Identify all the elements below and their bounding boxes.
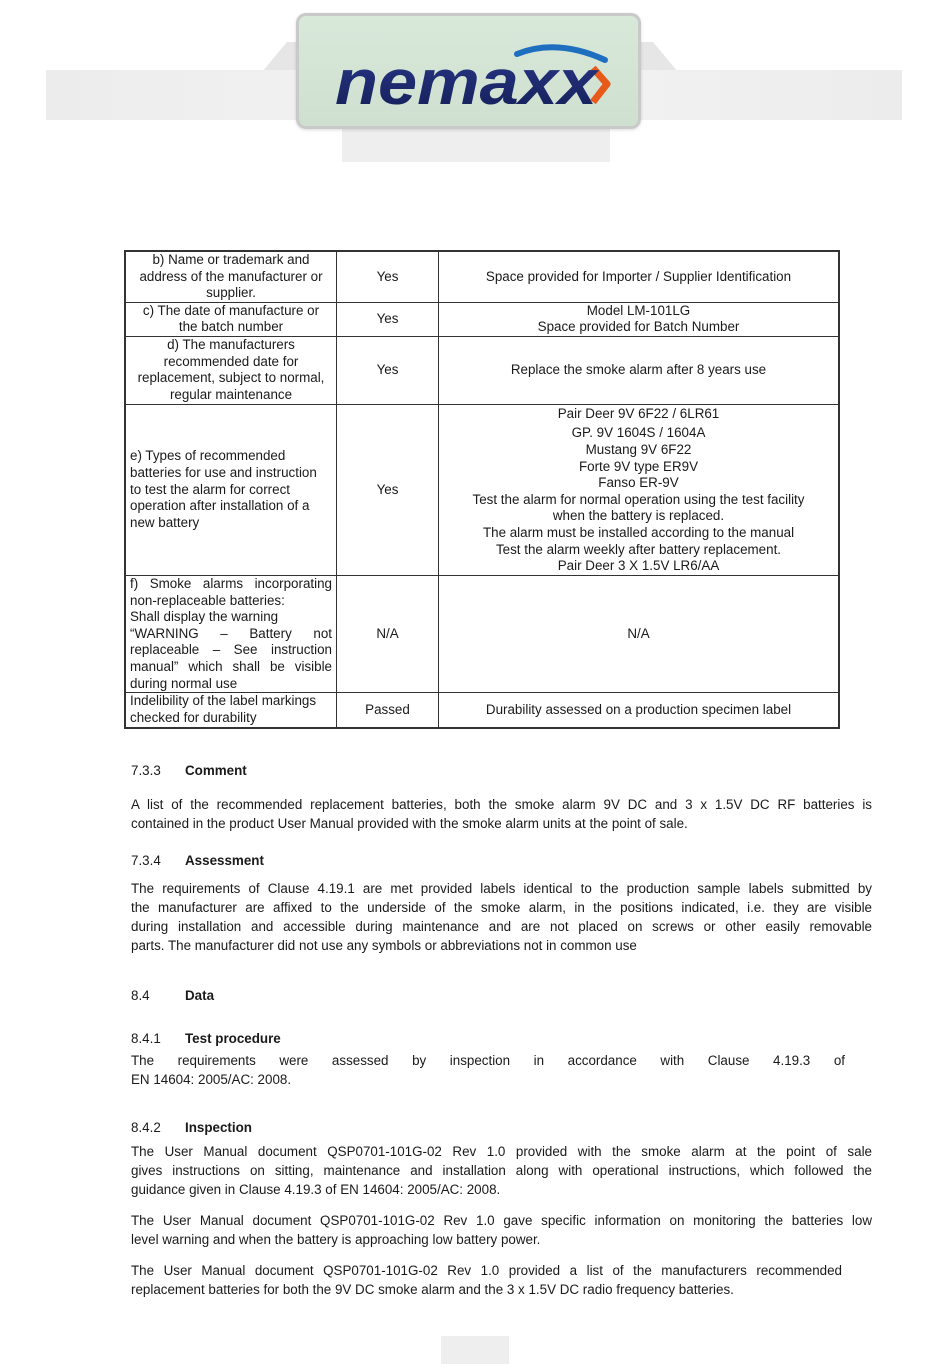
paragraph-line: EN 14604: 2005/AC: 2008. [131,1072,292,1087]
requirement-text: during normal use [130,675,238,691]
requirement-cell [125,336,337,404]
requirement-text: checked for durability [130,709,257,725]
details-text: Pair Deer 9V 6F22 / 6LR61 [557,406,720,422]
paragraph-line: A list of the recommended replacement batteries, both the smoke alarm 9V DC and 3 x 1.5V DC RF batteries is [131,797,872,812]
section-heading-inspection [131,1120,252,1135]
result-cell: N/A [337,575,439,692]
requirement-cell [125,302,337,336]
result-cell: Passed [337,693,439,728]
paragraph-line: guidance given in Clause 4.19.3 of EN 14604: 2005/AC: 2008. [131,1182,501,1197]
details-text: Test the alarm weekly after battery replacement. [495,541,782,557]
details-cell [439,336,840,404]
inspection-paragraph-1 [131,1142,872,1199]
paragraph-line: contained in the product User Manual provided with the smoke alarm units at the point of sale. [131,816,688,831]
details-text: Replace the smoke alarm after 8 years use [510,362,767,378]
section-title: Test procedure [185,1031,281,1046]
details-text: Durability assessed on a production specimen label [485,701,792,717]
details-text: Model LM-101LG [586,302,691,318]
details-text: when the battery is replaced. [552,508,725,524]
logo-text: nemaxx [335,46,600,118]
paragraph-line: The requirements of Clause 4.19.1 are met provided labels identical to the production sample labels submitted by [131,881,872,896]
details-cell [439,302,840,336]
table-row [125,336,839,404]
details-cell [439,404,840,575]
requirement-cell [125,693,337,728]
requirement-text: Indelibility of the label markings [130,693,317,709]
details-text: Space provided for Importer / Supplier Identification [485,268,792,284]
paragraph-line: The User Manual document QSP0701-101G-02 Rev 1.0 gave specific information on monitoring the batteries low [131,1213,872,1228]
table-row [125,693,839,728]
section-number: 7.3.4 [131,853,161,868]
nemaxx-logo-icon [307,24,632,120]
paragraph-line: parts. The manufacturer did not use any symbols or abbreviations not in common use [131,938,637,953]
table-row [125,575,839,692]
requirement-cell [125,404,337,575]
section-heading-assessment [131,853,264,868]
requirement-text: d) The manufacturers [167,337,295,353]
requirement-text: address of the manufacturer or [139,268,323,284]
comment-paragraph [131,795,872,833]
requirement-text: the batch number [178,319,284,335]
details-text: Space provided for Batch Number [537,319,740,335]
table-row [125,404,839,575]
requirement-text: supplier. [206,285,256,301]
paragraph-line: during installation and accessible during maintenance and are not placed on screws or other easily removable [131,919,872,934]
requirement-cell [125,575,337,692]
requirements-table [124,250,840,729]
paragraph-line: The User Manual document QSP0701-101G-02 Rev 1.0 provided with the smoke alarm at the point of sale [131,1144,872,1159]
section-number: 8.4 [131,988,150,1003]
details-text: GP. 9V 1604S / 1604A [571,424,706,440]
requirement-text: manual” which shall be visible [130,658,332,674]
section-number: 8.4.2 [131,1120,161,1135]
page-number-box [441,1336,509,1364]
test-procedure-paragraph [131,1051,845,1089]
details-text: Mustang 9V 6F22 [585,442,692,458]
section-number: 7.3.3 [131,763,161,778]
section-title: Data [185,988,215,1003]
details-text: Pair Deer 3 X 1.5V LR6/AA [557,558,720,574]
paragraph-line: The requirements were assessed by inspection in accordance with Clause 4.19.3 of [131,1053,845,1068]
details-text: The alarm must be installed according to the manual [482,525,795,541]
section-heading-test-procedure [131,1031,281,1046]
requirement-text: b) Name or trademark and [152,252,310,267]
result-cell: Yes [337,302,439,336]
requirement-text: batteries for use and instruction [130,465,317,481]
section-title: Assessment [185,853,264,868]
requirement-text: recommended date for [163,353,299,369]
requirement-text: replacement, subject to normal, [137,370,325,386]
section-number: 8.4.1 [131,1031,161,1046]
requirement-text: new battery [130,514,200,530]
result-cell: Yes [337,404,439,575]
requirement-text: f) Smoke alarms incorporating [130,575,332,591]
paragraph-line: the manufacturer are affixed to the underside of the smoke alarm, in the positions indicated, i.e. they are visible [131,900,872,915]
details-cell [439,693,840,728]
result-cell: Yes [337,251,439,302]
details-text: Fanso ER-9V [598,475,679,491]
table-row [125,251,839,302]
requirement-text: Shall display the warning [130,609,279,625]
section-title: Inspection [185,1120,252,1135]
requirement-text: e) Types of recommended [130,448,286,464]
paragraph-line: gives instructions on sitting, maintenance and installation along with operational instructions, which followed the [131,1163,872,1178]
inspection-paragraph-2 [131,1211,872,1249]
details-text: Test the alarm for normal operation using the test facility [472,491,805,507]
requirement-text: operation after installation of a [130,498,310,514]
requirement-text: replaceable – See instruction [130,642,332,658]
requirement-text: regular maintenance [169,387,293,403]
details-cell [439,251,840,302]
paragraph-line: replacement batteries for both the 9V DC smoke alarm and the 3 x 1.5V DC radio frequency batteries. [131,1282,734,1297]
brand-logo [296,13,641,129]
assessment-paragraph [131,879,872,955]
details-text: Forte 9V type ER9V [578,458,699,474]
requirement-text: “WARNING – Battery not [130,625,332,641]
section-title: Comment [185,763,247,778]
paragraph-line: level warning and when the battery is approaching low battery power. [131,1232,541,1247]
requirement-text: non-replaceable batteries: [130,592,285,608]
requirement-text: to test the alarm for correct [130,481,291,497]
table-row [125,302,839,336]
paragraph-line: The User Manual document QSP0701-101G-02 Rev 1.0 provided a list of the manufacturers recommended [131,1263,842,1278]
details-cell [439,575,840,692]
requirement-cell [125,251,337,302]
section-heading-comment [131,763,247,778]
details-text: N/A [627,625,650,641]
result-cell: Yes [337,336,439,404]
inspection-paragraph-3 [131,1261,842,1299]
section-heading-data [131,988,214,1003]
requirement-text: c) The date of manufacture or [142,302,320,318]
